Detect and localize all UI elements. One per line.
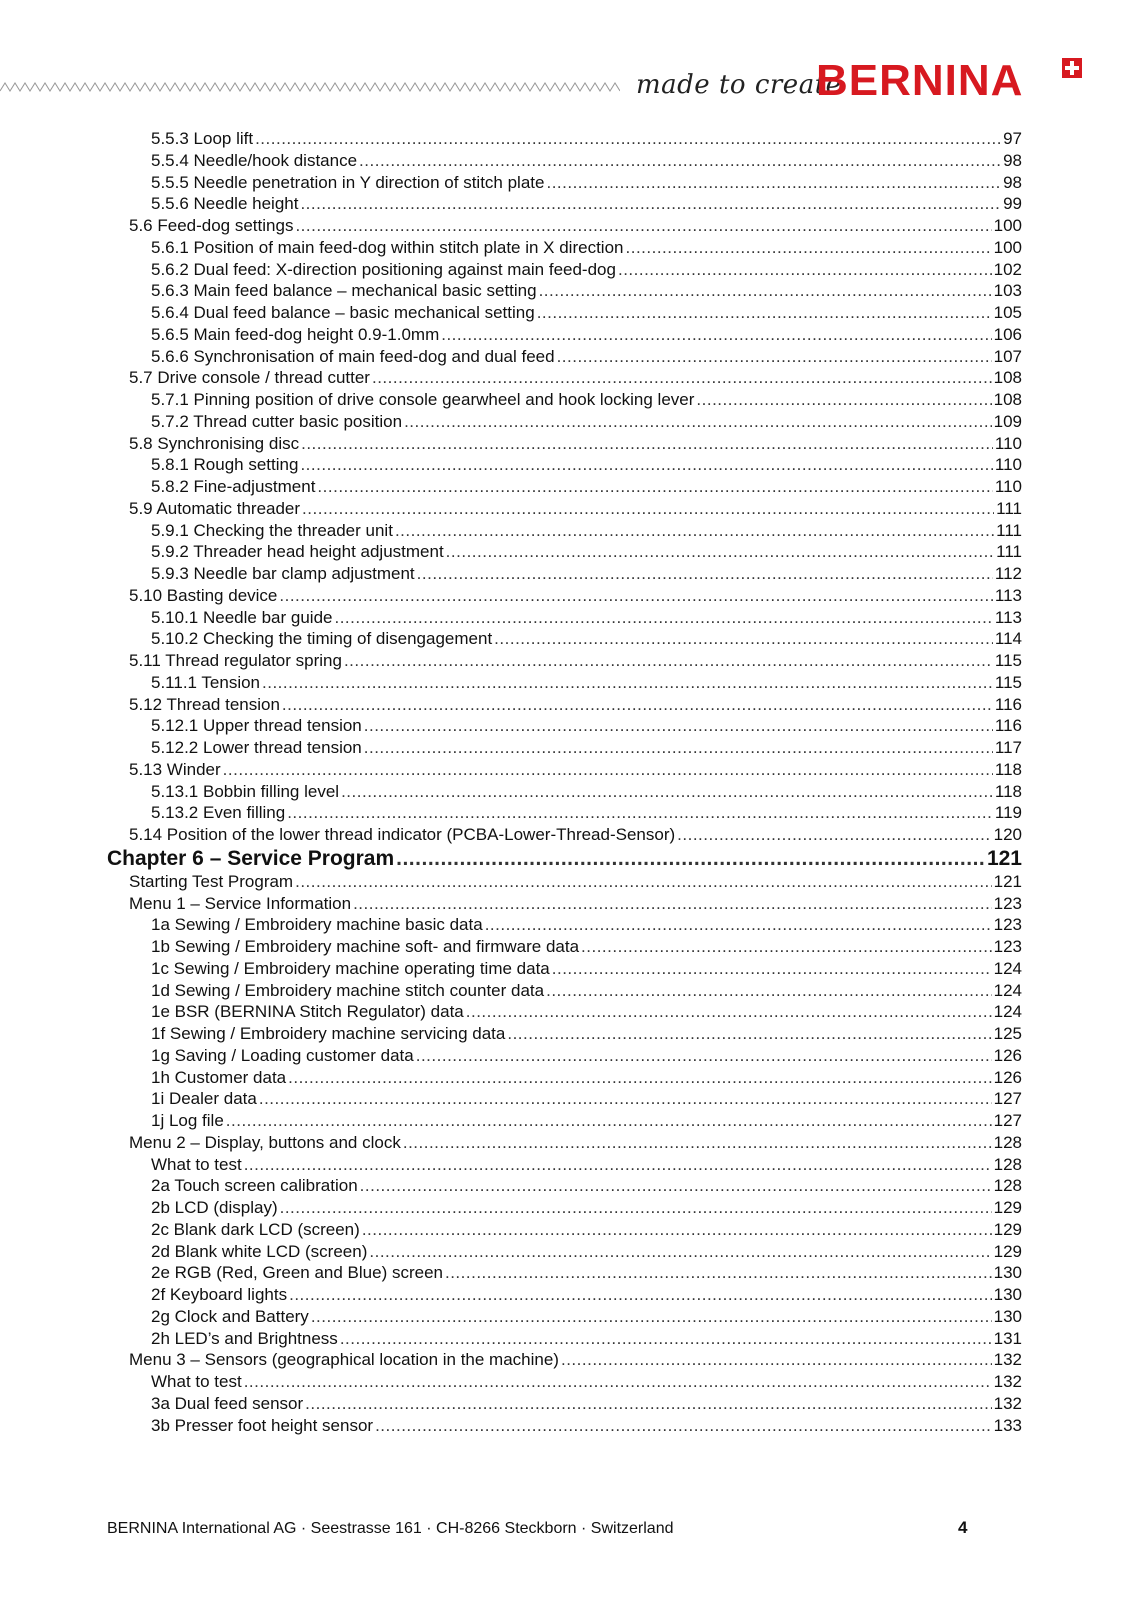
toc-entry-page: 111	[996, 498, 1022, 518]
toc-leader-dots	[289, 1284, 992, 1306]
toc-chapter-entry[interactable]	[107, 846, 1022, 872]
toc-leader-dots	[226, 1110, 992, 1132]
toc-entry-page: 111	[996, 520, 1022, 540]
toc-entry-label: 5.6.2 Dual feed: X-direction positioning against main feed-dog	[151, 259, 616, 279]
toc-entry-page: 124	[993, 958, 1022, 978]
toc-leader-dots	[302, 498, 994, 520]
toc-entry-label: 2c Blank dark LCD (screen)	[151, 1219, 360, 1239]
toc-entry[interactable]	[151, 1219, 1022, 1241]
toc-leader-dots	[677, 824, 991, 846]
toc-leader-dots	[223, 759, 993, 781]
toc-leader-dots	[369, 1241, 991, 1263]
toc-entry-page: 98	[1003, 172, 1022, 192]
toc-entry-label: 5.5.5 Needle penetration in Y direction of stitch plate	[151, 172, 545, 192]
toc-entry-page: 133	[993, 1415, 1022, 1435]
toc-entry-label: 5.6.6 Synchronisation of main feed-dog and dual feed	[151, 346, 555, 366]
toc-entry-label: 5.6 Feed-dog settings	[129, 216, 294, 235]
toc-leader-dots	[244, 1371, 992, 1393]
toc-entry[interactable]	[151, 1197, 1022, 1219]
toc-entry-label: 5.5.3 Loop lift	[151, 129, 254, 148]
toc-entry[interactable]	[151, 914, 1022, 936]
page-number: 4	[958, 1518, 968, 1537]
swiss-cross-icon	[1062, 58, 1082, 78]
toc-entry-label: 5.9.1 Checking the threader unit	[151, 520, 393, 540]
toc-entry[interactable]	[151, 1262, 1022, 1284]
toc-leader-dots	[417, 563, 993, 585]
toc-entry-label: 5.11 Thread regulator spring	[129, 651, 342, 670]
toc-leader-dots	[288, 1067, 991, 1089]
toc-entry-label: 5.7.1 Pinning position of drive console gearwheel and hook locking lever	[151, 390, 695, 409]
toc-entry-page: 121	[986, 846, 1022, 870]
toc-leader-dots	[305, 1393, 991, 1415]
toc-leader-dots	[364, 715, 993, 737]
toc-entry-label: 1h Customer data	[151, 1067, 287, 1087]
toc-leader-dots	[546, 172, 1001, 194]
toc-entry-page: 123	[993, 937, 1022, 956]
toc-entry[interactable]	[151, 541, 1022, 563]
toc-leader-dots	[262, 672, 993, 694]
toc-entry[interactable]	[151, 607, 1022, 629]
toc-entry-page: 114	[994, 629, 1022, 649]
decorative-zigzag-border	[0, 82, 620, 92]
toc-entry-label: What to test	[151, 1372, 242, 1391]
toc-entry-label: 2g Clock and Battery	[151, 1306, 309, 1326]
toc-entry-label: 5.8.2 Fine-adjustment	[151, 477, 316, 496]
toc-leader-dots	[507, 1023, 991, 1045]
toc-entry-label: Chapter 6 – Service Program	[107, 846, 395, 870]
toc-entry-page: 129	[993, 1241, 1022, 1261]
toc-entry-page: 115	[994, 672, 1022, 692]
toc-leader-dots	[618, 259, 992, 281]
toc-entry-label: 1e BSR (BERNINA Stitch Regulator) data	[151, 1002, 464, 1022]
toc-leader-dots	[561, 1349, 992, 1371]
toc-entry[interactable]	[151, 672, 1022, 694]
toc-entry[interactable]	[151, 237, 1022, 259]
toc-entry-label: Starting Test Program	[129, 871, 294, 891]
toc-entry[interactable]	[151, 1023, 1022, 1045]
toc-entry-label: 5.14 Position of the lower thread indicator (PCBA-Lower-Thread-Sensor)	[129, 825, 676, 844]
toc-leader-dots	[404, 411, 992, 433]
toc-entry[interactable]	[151, 1241, 1022, 1263]
toc-entry-label: 5.13.1 Bobbin filling level	[151, 781, 340, 801]
toc-entry-label: 1f Sewing / Embroidery machine servicing data	[151, 1024, 506, 1043]
toc-entry-label: Menu 3 – Sensors (geographical location in the machine)	[129, 1350, 559, 1370]
toc-leader-dots	[362, 1219, 992, 1241]
toc-entry[interactable]	[151, 193, 1022, 215]
toc-entry-label: 5.6.3 Main feed balance – mechanical basic setting	[151, 281, 537, 301]
toc-entry-page: 113	[994, 585, 1022, 605]
toc-entry[interactable]	[151, 715, 1022, 737]
toc-entry-page: 130	[993, 1306, 1022, 1326]
toc-entry[interactable]	[151, 172, 1022, 194]
toc-entry-page: 118	[994, 781, 1022, 801]
toc-entry[interactable]	[129, 650, 1022, 672]
toc-entry-label: 5.6.4 Dual feed balance – basic mechanical setting	[151, 303, 535, 322]
toc-entry-page: 132	[993, 1372, 1022, 1391]
toc-entry[interactable]	[151, 389, 1022, 411]
toc-entry[interactable]	[151, 346, 1022, 368]
toc-entry-label: 5.5.6 Needle height	[151, 194, 299, 214]
toc-entry-page: 130	[993, 1263, 1022, 1283]
toc-entry-page: 111	[996, 542, 1022, 562]
toc-leader-dots	[485, 914, 992, 936]
brand-tagline: made to create	[636, 70, 842, 100]
toc-leader-dots	[341, 781, 993, 803]
toc-leader-dots	[255, 128, 1001, 150]
toc-entry-label: Menu 1 – Service Information	[129, 893, 352, 913]
toc-leader-dots	[295, 215, 991, 237]
toc-leader-dots	[466, 1001, 992, 1023]
toc-leader-dots	[395, 520, 994, 542]
toc-leader-dots	[317, 476, 992, 498]
toc-leader-dots	[446, 541, 994, 563]
toc-entry[interactable]	[151, 1110, 1022, 1132]
toc-leader-dots	[295, 871, 992, 893]
toc-entry[interactable]	[129, 433, 1022, 455]
toc-entry-label: 5.12.1 Upper thread tension	[151, 716, 362, 736]
toc-entry[interactable]	[151, 1067, 1022, 1089]
toc-entry-label: 2h LED’s and Brightness	[151, 1328, 338, 1348]
toc-entry-label: 5.9.3 Needle bar clamp adjustment	[151, 564, 415, 583]
toc-entry-label: 5.10.1 Needle bar guide	[151, 607, 333, 627]
toc-entry[interactable]	[151, 520, 1022, 542]
toc-entry-page: 116	[994, 716, 1022, 736]
toc-entry[interactable]	[129, 215, 1022, 237]
toc-entry-label: 2d Blank white LCD (screen)	[151, 1241, 368, 1261]
toc-entry[interactable]	[151, 476, 1022, 498]
footer-address: BERNINA International AG · Seestrasse 161 · CH-8266 Steckborn · Switzerland	[107, 1520, 674, 1537]
toc-entry[interactable]	[129, 498, 1022, 520]
toc-entry-page: 106	[993, 324, 1022, 344]
toc-entry[interactable]	[151, 958, 1022, 980]
toc-entry-label: 5.10 Basting device	[129, 585, 278, 605]
toc-leader-dots	[696, 389, 991, 411]
toc-entry-label: What to test	[151, 1154, 242, 1174]
toc-entry-label: 5.7 Drive console / thread cutter	[129, 368, 370, 388]
toc-entry[interactable]	[129, 893, 1022, 915]
toc-entry-label: 1d Sewing / Embroidery machine stitch counter data	[151, 980, 545, 1000]
toc-entry[interactable]	[129, 694, 1022, 716]
toc-leader-dots	[244, 1154, 992, 1176]
toc-entry-page: 128	[993, 1176, 1022, 1196]
toc-entry-label: 5.6.5 Main feed-dog height 0.9-1.0mm	[151, 324, 440, 344]
toc-leader-dots	[539, 280, 992, 302]
toc-entry-page: 97	[1003, 129, 1022, 148]
toc-entry-page: 115	[994, 651, 1022, 670]
toc-entry[interactable]	[151, 324, 1022, 346]
page-header	[0, 50, 1132, 105]
toc-leader-dots	[441, 324, 991, 346]
toc-entry-label: 5.6.1 Position of main feed-dog within stitch plate in X direction	[151, 237, 624, 257]
toc-entry-label: 1g Saving / Loading customer data	[151, 1045, 414, 1065]
toc-leader-dots	[364, 737, 993, 759]
toc-leader-dots	[537, 302, 992, 324]
toc-entry-label: 5.9 Automatic threader	[129, 498, 301, 518]
toc-entry[interactable]	[151, 454, 1022, 476]
toc-leader-dots	[626, 237, 992, 259]
toc-entry-label: 5.7.2 Thread cutter basic position	[151, 411, 403, 431]
toc-entry-page: 130	[993, 1285, 1022, 1304]
toc-entry-page: 102	[993, 259, 1022, 279]
toc-entry-page: 132	[993, 1393, 1022, 1413]
toc-entry-label: 5.5.4 Needle/hook distance	[151, 150, 358, 170]
toc-entry[interactable]	[151, 781, 1022, 803]
toc-entry-page: 103	[993, 281, 1022, 301]
toc-leader-dots	[353, 893, 992, 915]
toc-entry[interactable]	[151, 802, 1022, 824]
toc-entry[interactable]	[151, 1328, 1022, 1350]
toc-entry-page: 99	[1003, 194, 1022, 214]
toc-entry-label: 1j Log file	[151, 1111, 224, 1130]
toc-entry-label: 5.13.2 Even filling	[151, 803, 286, 823]
toc-entry[interactable]	[151, 280, 1022, 302]
toc-entry-label: 5.12.2 Lower thread tension	[151, 738, 362, 757]
toc-leader-dots	[259, 1088, 992, 1110]
toc-leader-dots	[280, 1197, 992, 1219]
toc-entry-page: 108	[993, 368, 1022, 388]
toc-entry-label: 5.8 Synchronising disc	[129, 433, 300, 453]
toc-entry-page: 128	[993, 1154, 1022, 1174]
toc-entry-page: 124	[993, 1002, 1022, 1022]
brand-logo: BERNINA	[816, 56, 1024, 105]
toc-leader-dots	[546, 980, 992, 1002]
toc-entry-label: 2b LCD (display)	[151, 1198, 278, 1217]
toc-entry[interactable]	[151, 1284, 1022, 1306]
toc-entry-label: 5.11.1 Tension	[151, 672, 261, 692]
toc-entry-label: 5.8.1 Rough setting	[151, 455, 299, 475]
toc-entry[interactable]	[151, 1393, 1022, 1415]
toc-entry-page: 124	[993, 980, 1022, 1000]
toc-entry-label: Menu 2 – Display, buttons and clock	[129, 1132, 401, 1152]
toc-entry-page: 100	[993, 216, 1022, 235]
toc-entry[interactable]	[151, 128, 1022, 150]
toc-entry-page: 113	[994, 607, 1022, 627]
toc-leader-dots	[279, 585, 993, 607]
toc-leader-dots	[300, 193, 1001, 215]
toc-entry-page: 110	[994, 455, 1022, 475]
toc-entry-page: 118	[994, 759, 1022, 779]
toc-entry[interactable]	[129, 824, 1022, 846]
toc-entry-label: 2e RGB (Red, Green and Blue) screen	[151, 1263, 443, 1283]
toc-entry[interactable]	[151, 1306, 1022, 1328]
toc-entry-page: 126	[993, 1045, 1022, 1065]
toc-entry[interactable]	[151, 1045, 1022, 1067]
toc-entry-page: 98	[1003, 150, 1022, 170]
toc-entry-page: 107	[993, 346, 1022, 366]
toc-entry-page: 110	[994, 477, 1022, 496]
toc-entry-page: 112	[994, 564, 1022, 583]
toc-entry[interactable]	[129, 367, 1022, 389]
toc-leader-dots	[557, 346, 992, 368]
toc-entry-page: 128	[993, 1132, 1022, 1152]
toc-entry-label: 1a Sewing / Embroidery machine basic data	[151, 915, 483, 935]
toc-entry-page: 123	[993, 893, 1022, 913]
toc-leader-dots	[300, 454, 992, 476]
toc-entry[interactable]	[129, 1132, 1022, 1154]
toc-entry-label: 1c Sewing / Embroidery machine operating time data	[151, 958, 550, 978]
toc-leader-dots	[360, 1175, 992, 1197]
toc-leader-dots	[334, 607, 992, 629]
toc-entry[interactable]	[151, 150, 1022, 172]
toc-entry-page: 108	[993, 390, 1022, 409]
toc-entry-page: 129	[993, 1198, 1022, 1217]
toc-leader-dots	[416, 1045, 992, 1067]
toc-leader-dots	[494, 628, 993, 650]
toc-entry-label: 5.10.2 Checking the timing of disengagement	[151, 629, 493, 649]
toc-entry[interactable]	[151, 737, 1022, 759]
toc-entry-page: 125	[993, 1024, 1022, 1043]
toc-entry[interactable]	[129, 1349, 1022, 1371]
toc-entry-page: 105	[993, 303, 1022, 322]
toc-entry[interactable]	[129, 585, 1022, 607]
toc-entry[interactable]	[151, 1175, 1022, 1197]
toc-entry-page: 129	[993, 1219, 1022, 1239]
toc-leader-dots	[581, 936, 992, 958]
toc-entry-page: 126	[993, 1067, 1022, 1087]
toc-leader-dots	[445, 1262, 992, 1284]
toc-entry-page: 123	[993, 915, 1022, 935]
toc-leader-dots	[301, 433, 993, 455]
toc-entry-page: 132	[993, 1350, 1022, 1370]
toc-entry[interactable]	[151, 563, 1022, 585]
toc-entry-page: 109	[993, 411, 1022, 431]
toc-entry-label: 3b Presser foot height sensor	[151, 1415, 374, 1435]
toc-leader-dots	[552, 958, 992, 980]
toc-leader-dots	[340, 1328, 992, 1350]
toc-entry-page: 120	[993, 825, 1022, 844]
toc-entry[interactable]	[151, 980, 1022, 1002]
toc-entry[interactable]	[151, 1415, 1022, 1437]
toc-entry-page: 131	[993, 1328, 1022, 1348]
toc-entry-page: 121	[993, 871, 1022, 891]
toc-entry[interactable]	[151, 411, 1022, 433]
toc-leader-dots	[287, 802, 993, 824]
toc-entry[interactable]	[151, 936, 1022, 958]
toc-entry-label: 3a Dual feed sensor	[151, 1393, 304, 1413]
toc-entry-label: 2f Keyboard lights	[151, 1285, 288, 1304]
toc-entry-page: 127	[993, 1089, 1022, 1109]
toc-entry[interactable]	[151, 1088, 1022, 1110]
toc-leader-dots	[403, 1132, 992, 1154]
toc-entry[interactable]	[151, 302, 1022, 324]
toc-entry-label: 2a Touch screen calibration	[151, 1176, 358, 1196]
toc-leader-dots	[372, 367, 992, 389]
toc-entry[interactable]	[151, 259, 1022, 281]
toc-entry-label: 1i Dealer data	[151, 1089, 257, 1109]
toc-entry-label: 5.12 Thread tension	[129, 694, 280, 714]
toc-leader-dots	[282, 694, 993, 716]
toc-entry-label: 5.13 Winder	[129, 759, 221, 779]
toc-leader-dots	[375, 1415, 992, 1437]
toc-leader-dots	[396, 846, 985, 872]
toc-entry-page: 116	[994, 694, 1022, 714]
toc-entry[interactable]	[151, 1371, 1022, 1393]
toc-leader-dots	[311, 1306, 992, 1328]
toc-leader-dots	[359, 150, 1001, 172]
toc-entry-page: 117	[994, 738, 1022, 757]
toc-entry-page: 119	[994, 803, 1022, 823]
toc-entry-page: 100	[993, 237, 1022, 257]
toc-leader-dots	[344, 650, 993, 672]
toc-entry-page: 110	[994, 433, 1022, 453]
toc-entry-label: 5.9.2 Threader head height adjustment	[151, 542, 444, 562]
toc-entry-label: 1b Sewing / Embroidery machine soft- and firmware data	[151, 937, 580, 956]
toc-entry[interactable]	[151, 1154, 1022, 1176]
toc-entry[interactable]	[151, 1001, 1022, 1023]
toc-entry[interactable]	[129, 871, 1022, 893]
toc-entry[interactable]	[151, 628, 1022, 650]
toc-entry[interactable]	[129, 759, 1022, 781]
toc-entry-page: 127	[993, 1111, 1022, 1130]
